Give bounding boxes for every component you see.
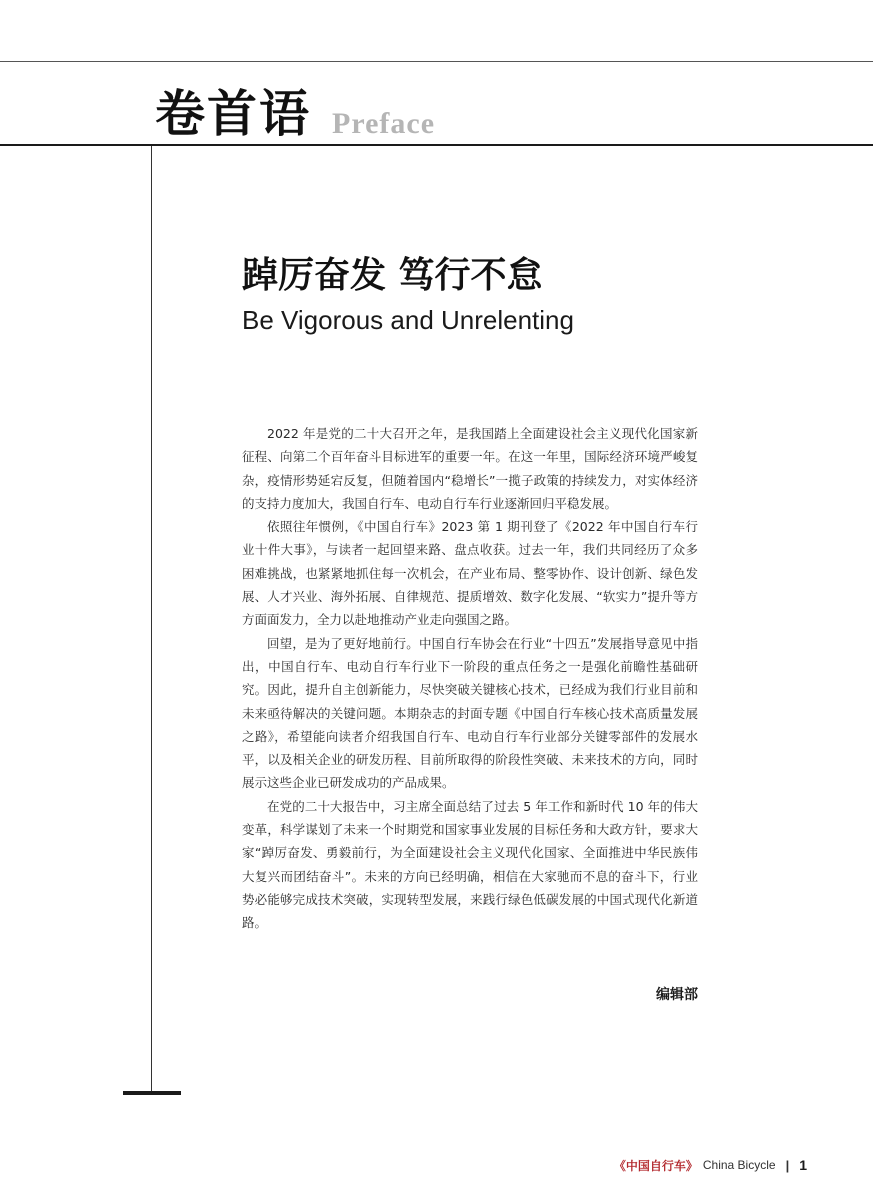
paragraph: 回望，是为了更好地前行。中国自行车协会在行业“十四五”发展指导意见中指出，中国自行车、电动自行车行业下一阶段的重点任务之一是强化前瞻性基础研究。因此，提升自主创新能力，尽快突破关键核心技术，已经成为我们行业目前和未来亟待解决的关键问题。本期杂志的封面专题《中国自行车核心技术高质量发展之路》，希望能向读者介绍我国自行车、电动自行车行业部分关键零部件的发展水平，以及相关企业的研发历程、目前所取得的阶段性突破、未来技术的方向，同时展示这些企业已研发成功的产品成果。 <box>242 635 698 791</box>
article-body <box>242 422 698 935</box>
section-title-english: Preface <box>332 107 436 140</box>
paragraph: 在党的二十大报告中，习主席全面总结了过去 5 年工作和新时代 10 年的伟大变革，科学谋划了未来一个时期党和国家事业发展的目标任务和大政方针，要求大家“踔厉奋发、勇毅前行，为全面建设社会主义现代化国家、全面推进中华民族伟大复兴而团结奋斗”。未来的方向已经明确，相信在大家驰而不息的奋斗下，行业势必能够完成技术突破，实现转型发展，来践行绿色低碳发展的中国式现代化新道路。 <box>242 798 698 931</box>
header-rule <box>0 144 873 146</box>
footer-separator: | <box>785 1157 790 1173</box>
margin-foot-bar <box>123 1091 181 1095</box>
page-number: 1 <box>799 1157 807 1173</box>
article-subtitle: Be Vigorous and Unrelenting <box>242 305 574 335</box>
paragraph: 依照往年惯例，《中国自行车》2023 第 1 期刊登了《2022 年中国自行车行业十件大事》，与读者一起回望来路、盘点收获。过去一年，我们共同经历了众多困难挑战，也紧紧地抓住每一次机会，在产业布局、整零协作、设计创新、绿色发展、人才兴业、海外拓展、自律规范、提质增效、数字化发展、“软实力”提升等方方面面发力，全力以赴地推动产业走向强国之路。 <box>242 519 698 628</box>
magazine-name-english: China Bicycle <box>702 1158 776 1172</box>
article-title: 踔厉奋发 笃行不怠 <box>242 254 543 296</box>
section-title: 卷首语 <box>155 84 311 143</box>
signature: 编辑部 <box>656 987 698 1003</box>
margin-vertical-rule <box>151 146 152 1094</box>
paragraph: 2022 年是党的二十大召开之年，是我国踏上全面建设社会主义现代化国家新征程、向第二个百年奋斗目标进军的重要一年。在这一年里，国际经济环境严峻复杂，疫情形势延宕反复，但随着国内“稳增长”一揽子政策的持续发力，对实体经济的支持力度加大，我国自行车、电动自行车行业逐渐回归平稳发展。 <box>242 426 698 511</box>
page-footer <box>614 1156 807 1174</box>
top-rule <box>0 61 873 62</box>
magazine-logo-text: 《中国自行车》 <box>613 1158 698 1173</box>
